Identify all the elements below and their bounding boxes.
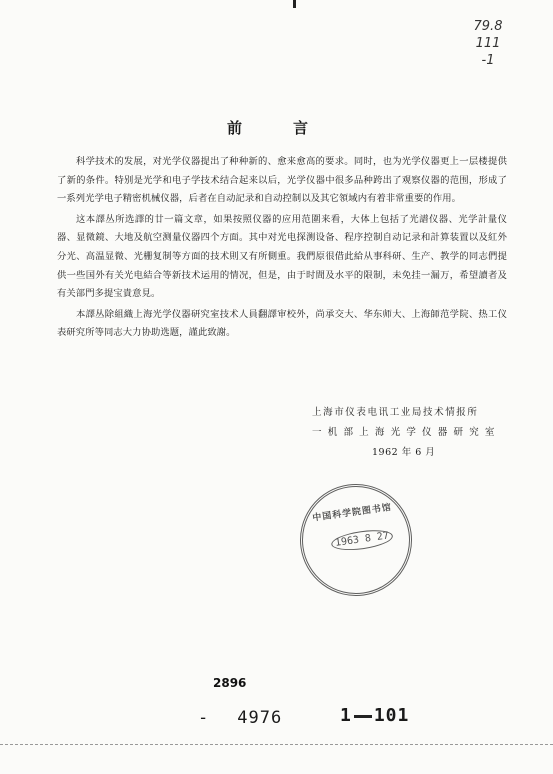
signature-line-1: 上海市仪表电讯工业局技术情报所 bbox=[312, 407, 479, 418]
accession-number: 4976 bbox=[237, 708, 283, 728]
dash-mark: - bbox=[198, 708, 210, 728]
preface-body bbox=[57, 153, 507, 345]
accession-number-line bbox=[198, 708, 282, 728]
library-stamp bbox=[293, 477, 419, 603]
bottom-rule bbox=[0, 744, 553, 746]
paragraph: 本譯丛除組織上海光学仪器研究室技术人員翻譯审校外，尚承交大、华东师大、上海師范学院、热工仪表研究所等同志大力协助选题，謹此致謝。 bbox=[57, 308, 507, 339]
signature-date: 1962 年 6 月 bbox=[372, 447, 436, 458]
handnote-line: 111 bbox=[475, 36, 501, 51]
handnote-line: -1 bbox=[481, 53, 495, 68]
paragraph: 这本譯丛所选譯的廿一篇文章，如果按照仪器的应用范圍来看，大体上包括了光譜仪器、光学計量仪器、显微鏡、大地及航空测量仪器四个方面。其中对光电探测设备、程序控制自动记录和計算装置以及紅外分光、高温显微、光栅复制等方面的技术則又有所側重。我們原很借此給从事科研、生产、教学的同志們提供一些国外有关光电結合等新技术运用的情况，但是，由于时間及水平的限制，未免挂一漏万，希望讀者及有关部門多提宝貴意見。 bbox=[57, 213, 507, 300]
handnote-line: 79.8 bbox=[473, 19, 503, 34]
signature-line-2: 一 机 部 上 海 光 学 仪 器 研 究 室 bbox=[312, 427, 497, 438]
handwritten-note bbox=[453, 18, 523, 69]
page-title: 前 言 bbox=[226, 119, 326, 137]
ink-blot-number: 2896 bbox=[213, 676, 247, 690]
paragraph: 科学技术的发展，对光学仪器提出了种种新的、愈来愈高的要求。同时，也为光学仪器更上一层楼提供了新的条件。特别是光学和电子学技术结合起来以后，光学仪器中很多品种跨出了观察仪器的范围，形成了一系列光学电子精密机械仪器，后者在自动記录和自动控制以及其它領域内有着非常重要的作用。 bbox=[57, 156, 507, 205]
stamp-text: 中国科学院图书馆 bbox=[311, 502, 393, 524]
call-number-prefix: 1 bbox=[340, 705, 352, 726]
stamp-date: 1963 8 27 bbox=[330, 527, 394, 553]
redaction-mark bbox=[354, 715, 372, 718]
call-number-suffix: 101 bbox=[373, 705, 410, 726]
signature-block bbox=[312, 403, 496, 463]
call-number bbox=[340, 705, 409, 726]
top-edge-mark bbox=[293, 0, 296, 8]
